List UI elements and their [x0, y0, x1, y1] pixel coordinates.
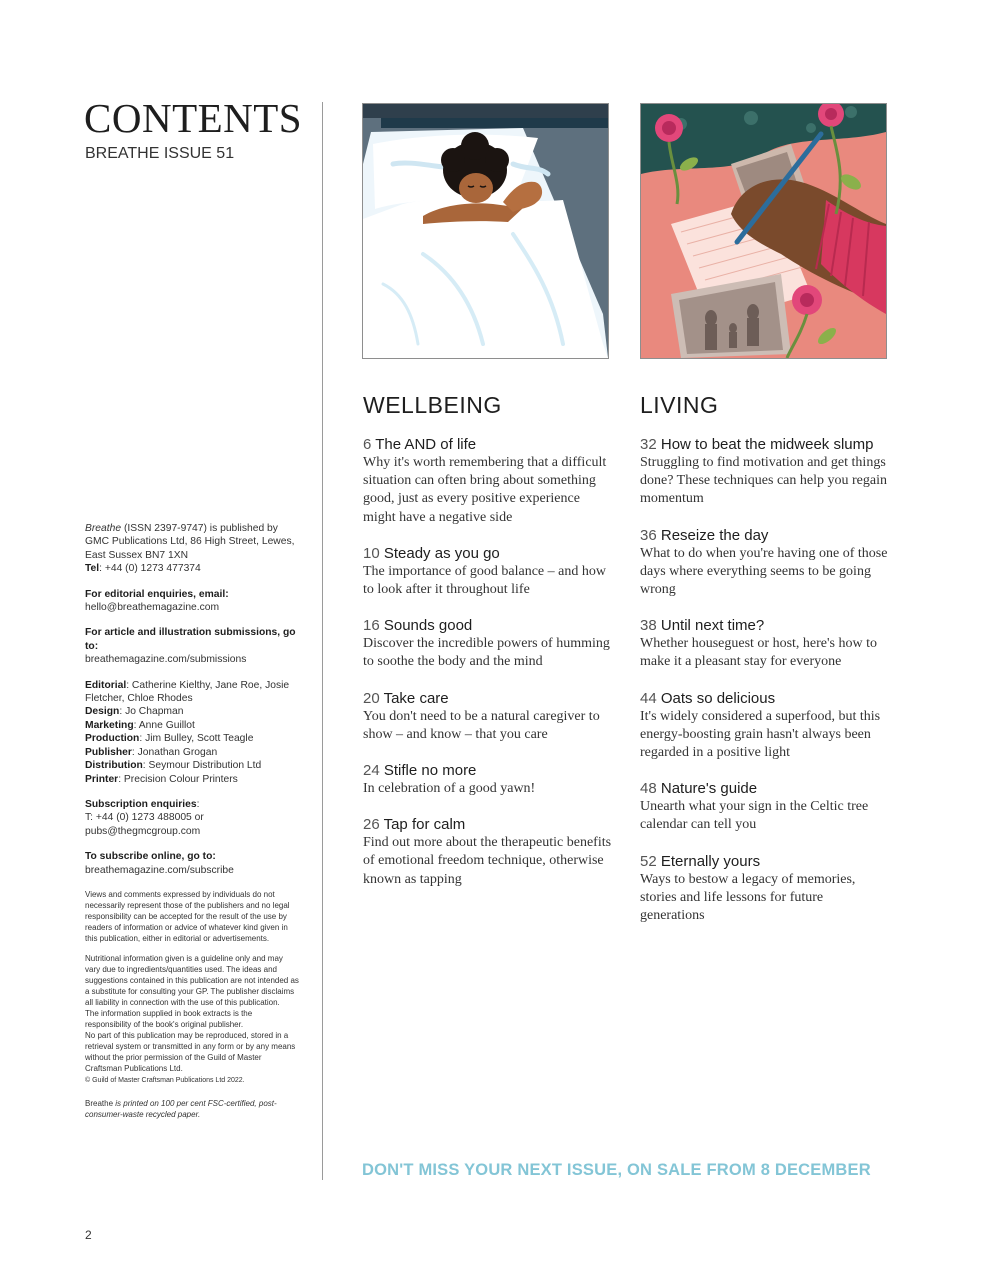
subscription-label: Subscription enquiries — [85, 798, 197, 810]
editorial-enquiries: For editorial enquiries, email: hello@breathemagazine.com — [85, 588, 229, 614]
entry-title: How to beat the midweek slump — [660, 436, 874, 453]
subscription-contact: T: +44 (0) 1273 488005 or pubs@thegmcgroup.com — [85, 812, 204, 837]
staff-role: Publisher — [85, 746, 132, 758]
paper-note — [85, 1098, 300, 1120]
subscribe-url[interactable]: breathemagazine.com/subscribe — [85, 864, 234, 876]
contents-entry[interactable] — [640, 689, 890, 763]
woman-in-bed-image — [363, 104, 608, 358]
wellbeing-illustration — [362, 103, 609, 359]
entry-title: Reseize the day — [660, 526, 769, 544]
staff-role: Printer — [85, 773, 119, 785]
hand-writing-letter-image — [641, 104, 886, 358]
contents-entry[interactable] — [363, 616, 613, 671]
staff-role: Production — [85, 733, 140, 745]
contents-entry[interactable] — [640, 435, 890, 509]
copyright: © Guild of Master Craftsman Publications Ltd 2022. — [85, 1076, 245, 1084]
staff-role: Editorial — [85, 679, 127, 691]
subscribe-online-label: To subscribe online, go to: — [85, 851, 216, 863]
page-number: 2 — [85, 1228, 92, 1242]
entry-description: Ways to bestow a legacy of memories, stories and life lessons for future generations — [640, 871, 856, 924]
staff-role: Distribution — [85, 760, 143, 772]
contents-entry[interactable] — [640, 526, 890, 600]
entry-description: Whether houseguest or host, here's how to make it a pleasant stay for everyone — [640, 636, 877, 670]
contents-entry[interactable] — [363, 815, 613, 889]
staff-credits — [85, 679, 300, 786]
column-divider — [322, 102, 323, 1180]
living-illustration — [640, 103, 887, 359]
living-section — [640, 392, 890, 942]
next-issue-banner: DON'T MISS YOUR NEXT ISSUE, ON SALE FROM 8 DECEMBER — [362, 1161, 871, 1179]
contents-entry[interactable] — [640, 616, 890, 671]
tel-value: : +44 (0) 1273 477374 — [99, 563, 201, 575]
staff-role: Marketing — [85, 719, 134, 731]
entry-page-number: 24 — [363, 762, 380, 780]
entry-page-number: 38 — [640, 617, 657, 635]
contents-entry[interactable] — [640, 852, 890, 926]
entry-description: The importance of good balance – and how to look after it throughout life — [363, 563, 606, 598]
disclaimer-legal — [85, 953, 300, 1086]
editorial-email[interactable]: hello@breathemagazine.com — [85, 602, 220, 614]
entry-page-number: 48 — [640, 780, 657, 798]
entry-title: Stifle no more — [383, 762, 477, 780]
disclaimer-nutrition: Nutritional information given is a guideline only and may vary due to ingredients/quantities used. The ideas and suggestions contained in this publication are not intended as a substitute for consulting your GP. The publisher disclaims all liability in connection with the use of this publication. — [85, 953, 299, 1007]
subscribe-online — [85, 850, 300, 877]
publisher-text: (ISSN 2397-9747) is published by GMC Publications Ltd, 86 High Street, Lewes, East Sussex BN7 1XN — [85, 523, 295, 561]
disclaimer-views: Views and comments expressed by individuals do not necessarily represent those of the publishers and no legal responsibility can be accepted for the result of the use by readers of information or advice of whatever kind given in this publication, either in editorial or advertisements. — [85, 889, 290, 943]
publisher-info — [85, 522, 300, 576]
imprint-block — [85, 522, 300, 1129]
page-title: CONTENTS — [84, 95, 303, 141]
staff-names: : Jonathan Grogan — [131, 746, 218, 758]
staff-names: : Jo Chapman — [119, 706, 184, 718]
entry-title: Sounds good — [383, 617, 473, 635]
entry-description: In celebration of a good yawn! — [363, 781, 536, 797]
entry-description: Find out more about the therapeutic benefits of emotional freedom technique, otherwise known as tapping — [363, 835, 612, 887]
entry-page-number: 44 — [640, 689, 657, 707]
subscription-enquiries: Subscription enquiries: T: +44 (0) 1273 488005 or pubs@thegmcgroup.com — [85, 798, 204, 837]
entry-page-number: 16 — [363, 617, 380, 635]
submissions-label: For article and illustration submissions, go to — [85, 627, 296, 652]
entry-page-number: 32 — [640, 436, 657, 453]
publisher-name: Breathe — [85, 523, 122, 534]
entry-description: What to do when you're having one of those days where everything seems to be going wrong — [640, 545, 888, 598]
section-title-living: LIVING — [640, 392, 719, 418]
wellbeing-section — [363, 392, 613, 906]
disclaimer-extracts: The information supplied in book extracts is the responsibility of the book's original publisher. — [85, 1008, 253, 1029]
submissions-url[interactable]: breathemagazine.com/submissions — [85, 654, 247, 666]
staff-names: : Anne Guillot — [133, 719, 195, 731]
entry-description: It's widely considered a superfood, but this energy-boosting grain hasn't always been regarded in a positive light — [640, 708, 881, 761]
entry-page-number: 6 — [363, 436, 372, 453]
contents-entry[interactable] — [363, 761, 613, 798]
entry-title: Steady as you go — [383, 544, 500, 562]
entry-title: Until next time? — [660, 617, 765, 635]
entry-description: You don't need to be a natural caregiver to show – and know – that you care — [363, 708, 600, 742]
issue-label: BREATHE ISSUE 51 — [85, 145, 235, 162]
entry-description: Why it's worth remembering that a difficult situation can often bring about something good, just as every positive experience might have a negative side — [363, 455, 607, 525]
staff-role: Design — [85, 706, 120, 718]
staff-names: : Jim Bulley, Scott Teagle — [139, 733, 254, 745]
entry-title: Nature's guide — [660, 780, 758, 798]
entry-title: Take care — [383, 689, 449, 707]
disclaimer-reproduction: No part of this publication may be reproduced, stored in a retrieval system or transmitted in any form or by any means without the prior permission of the Guild of Master Craftsman Publications Ltd. — [85, 1030, 296, 1073]
entry-page-number: 36 — [640, 526, 657, 544]
staff-names: : Seymour Distribution Ltd — [142, 760, 262, 772]
entry-page-number: 10 — [363, 544, 380, 562]
submissions-info: For article and illustration submissions, go to: breathemagazine.com/submissions — [85, 627, 296, 666]
entry-description: Unearth what your sign in the Celtic tree calendar can tell you — [640, 799, 869, 833]
contents-entry[interactable] — [363, 544, 613, 599]
paper-name: Breathe — [85, 1098, 114, 1108]
entry-page-number: 20 — [363, 689, 380, 707]
staff-names: : Precision Colour Printers — [118, 773, 238, 785]
entry-page-number: 52 — [640, 852, 657, 870]
staff-names: : Catherine Kielthy, Jane Roe, Josie Fletcher, Chloe Rhodes — [85, 679, 290, 705]
entry-description: Discover the incredible powers of humming to soothe the body and the mind — [363, 636, 610, 670]
entry-description: Struggling to find motivation and get things done? These techniques can help you regain momentum — [640, 455, 887, 507]
tel-label: Tel — [85, 563, 100, 575]
paper-note-text: is printed on 100 per cent FSC-certified, post-consumer-waste recycled paper. — [85, 1098, 277, 1119]
contents-entry[interactable] — [363, 689, 613, 744]
entry-title: Oats so delicious — [660, 689, 776, 707]
entry-title: Tap for calm — [383, 816, 466, 834]
section-title-wellbeing: WELLBEING — [363, 392, 502, 418]
entry-title: The AND of life — [375, 436, 477, 453]
editorial-enquiries-label: For editorial enquiries, email — [85, 588, 226, 600]
contents-entry[interactable] — [640, 779, 890, 834]
entry-title: Eternally yours — [660, 852, 761, 870]
entry-page-number: 26 — [363, 816, 380, 834]
contents-entry[interactable] — [363, 435, 613, 527]
